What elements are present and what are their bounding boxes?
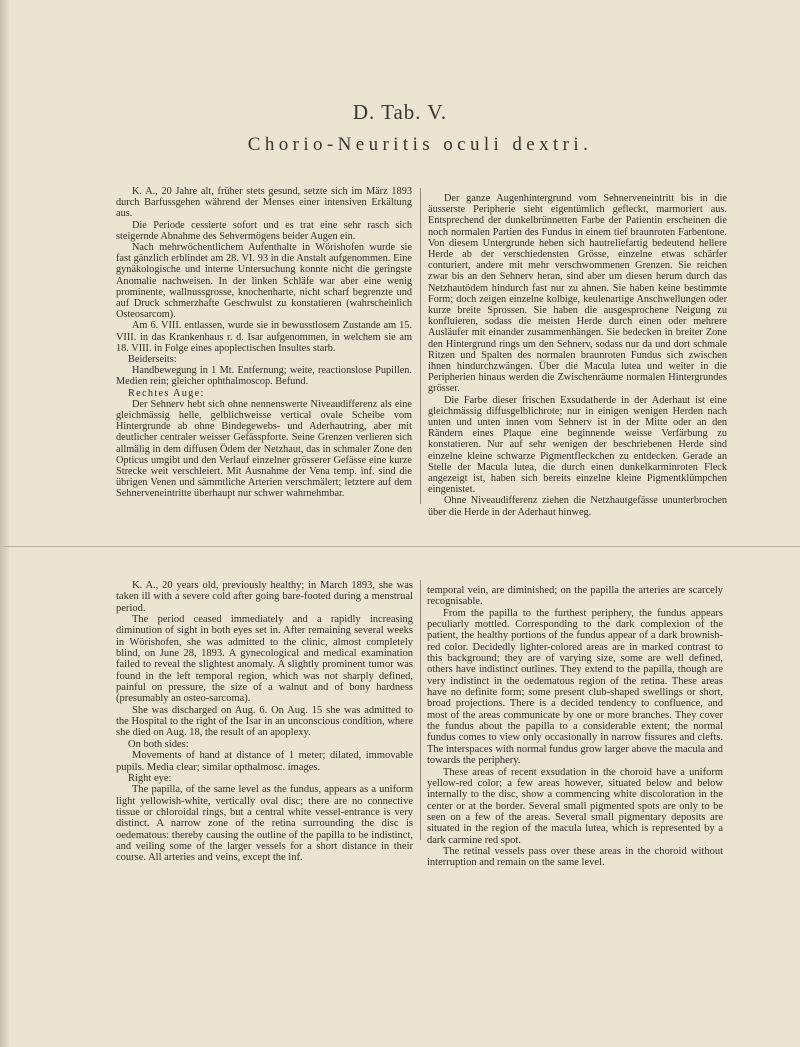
section-divider: [4, 546, 800, 547]
paragraph: These areas of recent exsudation in the choroid have a uniform yellow-red color; a few areas however, situated below and below internally to the disc, show a commencing white discoloration in the center or at the border. Several small pigmented spots are only to be seen on a few of the areas. Several small pigmentary deposits are situated in the region of the macula lutea, which is represented by a dark carmine red spot.: [427, 766, 723, 846]
english-text-left-column: [116, 580, 413, 864]
paragraph: The papilla, of the same level as the fundus, appears as a uniform light yellowish-white, vertically oval disc; there are no connective tissue or chloroidal rings, but a central white vessel-entrance is very distinct. A narrow zone of the retina surrounding the disc is oedematous: thereby causing the outline of the papilla to be indistinct, and veiling some of the larger vessels for a short distance in their course. All arteries and veins, except the inf.: [116, 784, 413, 864]
paragraph: From the papilla to the furthest periphery, the fundus appears peculiarly mottled. Corresponding to the dark complexion of the patient, the healthy portions of the fundus appear of a dark brownish-red color. Decidedly lighter-colored areas are in marked contrast to this background; they are of varying size, some are well defined, others have indistinct outlines. They extend to the papilla, though are very indistinct in the oedematous region of the retina. These areas have no definite form; some present club-shaped swellings or short, broad projections. There is a decided tendency to confluence, and most of the areas communicate by one or more branches. They cover the fundus about the papilla to a considerable extent; the normal fundus comes to view only occasionally in narrow fissures and clefts. The interspaces with normal fundus grow larger above the macula and towards the periphery.: [427, 607, 723, 767]
section-label: Beiderseits:: [128, 354, 177, 366]
paragraph: Die Periode cessierte sofort und es trat eine sehr rasch sich steigernde Abnahme des Sehvermögens beider Augen ein.: [116, 219, 412, 242]
column-divider: [420, 580, 421, 840]
paragraph: The period ceased immediately and a rapidly increasing diminution of sight in both eyes set in. After remaining several weeks in Wörishofen, she was admitted to the clinic, almost completely blind, on June 28, 1893. A gynecological and medical examination failed to reveal the slightest anomaly. A slightly prominent tumor was found in the left temporal region, which was not sharply defined, painful on pressure, the size of a walnut and of bony hardness (presumably an osteo-sarcoma).: [116, 614, 413, 705]
page-subtitle: Chorio-Neuritis oculi dextri.: [247, 134, 593, 155]
paragraph: K. A., 20 years old, previously healthy; in March 1893, she was taken ill with a severe cold after going bare-footed during a menstrual period.: [116, 580, 413, 614]
paragraph: She was discharged on Aug. 6. On Aug. 15 she was admitted to the Hospital to the right of the Isar in an unconscious condition, where she died on Aug. 18, the result of an apoplexy.: [116, 704, 413, 739]
paragraph: Ohne Niveaudifferenz ziehen die Netzhautgefässe ununterbrochen über die Herde in der Aderhaut hinweg.: [428, 495, 727, 518]
paragraph: Der Sehnerv hebt sich ohne nennenswerte Niveaudifferenz als eine gleichmässig helle, gelblichweisse vertical ovale Scheibe vom Hintergrunde ab ohne Bindegewebs- und Aderhautring, aber mit deutlicher centraler weisser Gefässpforte. Seine Grenzen verlieren sich allmälig in dem diffusen Ödem der Netzhaut, das in schmaler Zone den Opticus umgibt und den Verlauf einzelner grösserer Gefässe eine kurze Strecke weit verschleiert. Mit Ausnahme der Vena temp. inf. sind die übrigen Venen und sämmtliche Arterien verschmälert; letztere auf dem Sehnerveneintritte überhaupt nur schwer wahrnehmbar.: [116, 398, 412, 500]
section-label: On both sides:: [128, 738, 189, 750]
paragraph: Nach mehrwöchentlichem Aufenthalte in Wörishofen wurde sie fast gänzlich erblindet am 28. VI. 93 in die Anstalt aufgenommen. Eine gynäkologische und interne Untersuchung konnte nicht die geringste Anomalie nachweisen. In der linken Schläfe war aber eine wenig prominente, wallnussgrosse, knochenharte, nicht scharf begrenzte und auf Druck schmerzhafte Geschwulst zu konstatieren (wahrscheinlich Osteosarcom).: [116, 242, 412, 321]
german-text-right-column: [428, 193, 727, 518]
section-label: Rechtes Auge:: [128, 387, 205, 399]
english-text-right-column: [427, 585, 723, 869]
paragraph: Movements of hand at distance of 1 meter; dilated, immovable pupils. Media clear; similar opthalmosc. images.: [116, 750, 413, 773]
paragraph: Der ganze Augenhintergrund vom Sehnerveneintritt bis in die äusserste Peripherie sieht eigentümlich gefleckt, marmoriert aus. Entsprechend der dunkelbrünnetten Farbe der Patientin erscheinen die noch normalen Partien des Fundus in einem tief braunroten Farbentone. Von diesem Untergrunde heben sich hautreliefartig bedeutend hellere Herde ab der verschiedensten Grösse, einzelne etwas schärfer conturiert, andere mit mehr verschwommenen Grenzen. Sie reichen zwar bis an den Sehnerv heran, sind aber um diesen herum durch das Netzhautödem hindurch fast nur zu ahnen. Sie haben keine bestimmte Form; doch zeigen einzelne kolbige, keulenartige Anschwellungen oder kurze breite Sprossen. Sie haben die ausgesprochene Neigung zu konfluieren, sodass die meisten Herde durch einen oder mehrere Ausläufer mit einander zusammenhängen. Sie bedecken in breiter Zone den Hintergrund rings um den Sehnerv, sodass nur da und dort schmale Ritzen und Spalten des normalen braunroten Fundus sich zwischen ihnen hindurchzwängen. Über die Macula lutea und weiter in die Peripherien hinaus werden die Zwischenräume normalen Hintergrundes grösser.: [428, 193, 727, 395]
paragraph: temporal vein, are diminished; on the papilla the arteries are scarcely recognisable.: [427, 585, 723, 608]
section-label: Right eye:: [128, 772, 172, 784]
paragraph: Handbewegung in 1 Mt. Entfernung; weite, reactionslose Pupillen. Medien rein; gleicher ophthalmoscop. Befund.: [116, 365, 412, 388]
column-divider: [420, 188, 421, 504]
paragraph: Die Farbe dieser frischen Exsudatherde in der Aderhaut ist eine gleichmässig diffusgelblichrote; nur in einigen wenigen Herden nach unten und unten innen vom Sehnerv ist in der Mitte oder an den Rändern eines Plaque eine beginnende weisse Verfärbung zu konstatieren. Nur auf sehr wenigen der beschriebenen Herde sind einzelne kleine schwarze Pigmentfleckchen zu entdecken. Gerade an Stelle der Macula lutea, die durch einen dunkelkarminroten Fleck angezeigt ist, haben sich bereits einzelne kleine Pigmentklümpchen eingenistet.: [428, 394, 727, 496]
paragraph: The retinal vessels pass over these areas in the choroid without interruption and remain on the same level.: [427, 845, 723, 869]
paragraph: Am 6. VIII. entlassen, wurde sie in bewusstlosem Zustande am 15. VIII. in das Krankenhaus r. d. Isar aufgenommen, in welchem sie am 18. VIII. in Folge eines apoplectischen Insultes starb.: [116, 320, 412, 354]
german-text-left-column: [116, 186, 412, 500]
paragraph: K. A., 20 Jahre alt, früher stets gesund, setzte sich im März 1893 durch Barfussgehen während der Menses einer intensiven Erkältung aus.: [116, 186, 412, 220]
book-spine-edge: [0, 0, 9, 1047]
page-title: D. Tab. V.: [352, 100, 448, 124]
